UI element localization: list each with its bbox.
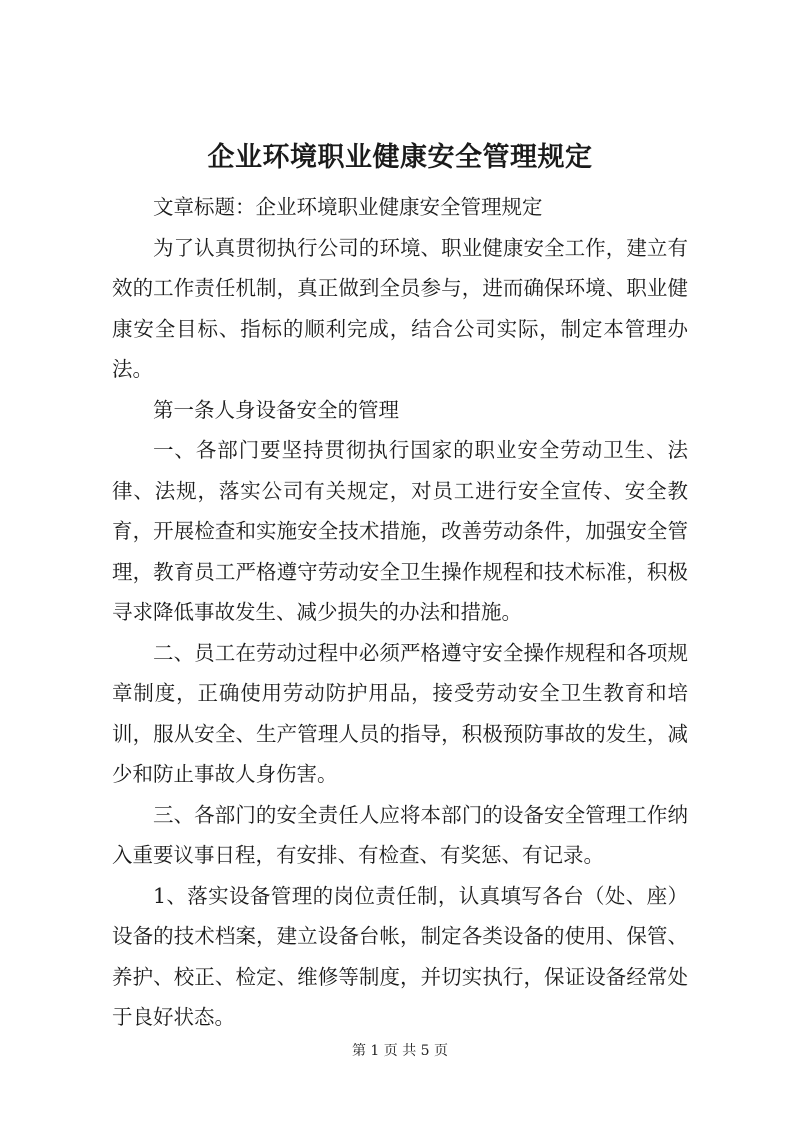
document-title: 企业环境职业健康安全管理规定 bbox=[207, 142, 593, 173]
document-body bbox=[112, 187, 688, 1038]
clause-paragraph-2: 二、员工在劳动过程中必须严格遵守安全操作规程和各项规章制度，正确使用劳动防护用品，接受劳动安全卫生教育和培训，服从安全、生产管理人员的指导，积极预防事故的发生，减少和防止事故人身伤害。 bbox=[112, 640, 688, 786]
page-number-footer: 第 1 页 共 5 页 bbox=[351, 1043, 449, 1059]
clause-paragraph-1: 一、各部门要坚持贯彻执行国家的职业安全劳动卫生、法律、法规，落实公司有关规定，对员工进行安全宣传、安全教育，开展检查和实施安全技术措施，改善劳动条件，加强安全管理，教育员工严格遵守劳动安全卫生操作规程和技术标准，积极寻求降低事故发生、减少损失的办法和措施。 bbox=[112, 438, 688, 624]
clause-paragraph-3: 三、各部门的安全责任人应将本部门的设备安全管理工作纳入重要议事日程，有安排、有检查、有奖惩、有记录。 bbox=[112, 802, 688, 867]
section-heading: 第一条人身设备安全的管理 bbox=[153, 397, 399, 422]
article-title-line: 文章标题：企业环境职业健康安全管理规定 bbox=[153, 195, 543, 219]
intro-paragraph: 为了认真贯彻执行公司的环境、职业健康安全工作，建立有效的工作责任机制，真正做到全员参与，进而确保环境、职业健康安全目标、指标的顺利完成，结合公司实际，制定本管理办法。 bbox=[112, 235, 688, 381]
clause-subitem-1: 1、落实设备管理的岗位责任制，认真填写各台（处、座）设备的技术档案，建立设备台帐，制定各类设备的使用、保管、养护、校正、检定、维修等制度，并切实执行，保证设备经常处于良好状态。 bbox=[112, 883, 688, 1029]
